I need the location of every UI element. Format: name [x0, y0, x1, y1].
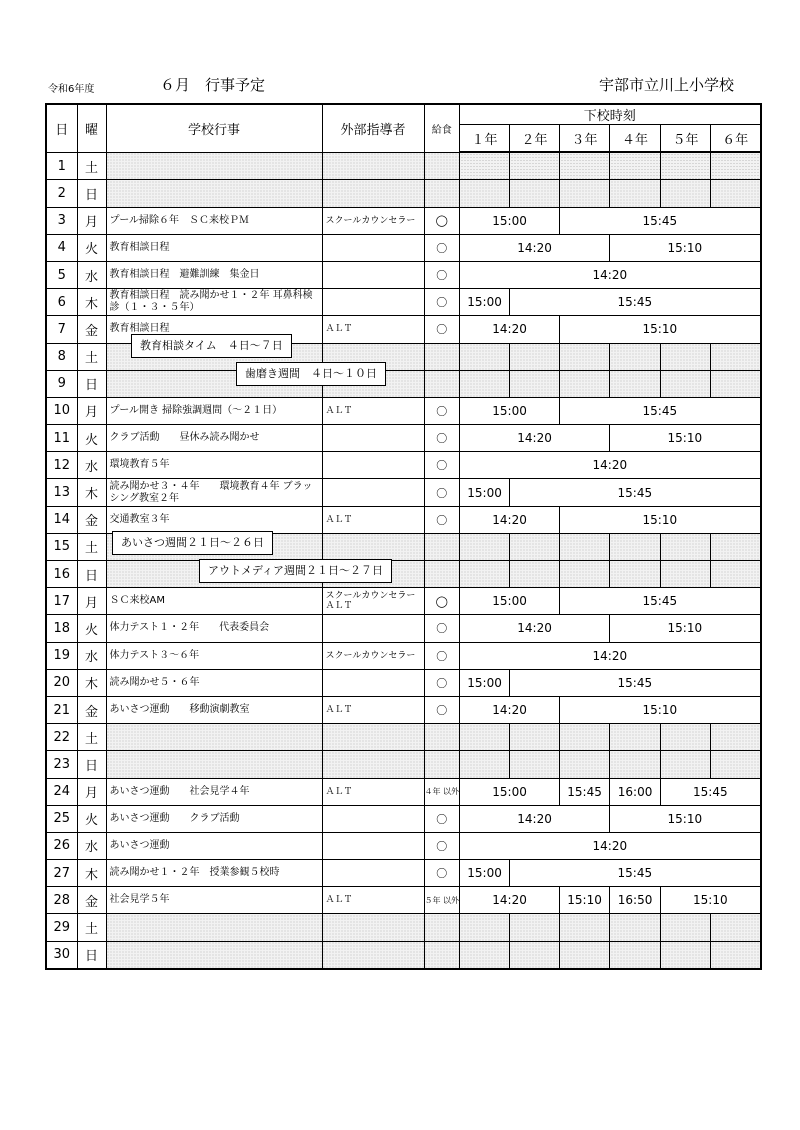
lunch-cell	[424, 180, 460, 207]
weekday: 金	[77, 316, 106, 343]
dismissal-time: 15:10	[560, 696, 761, 723]
table-row	[46, 751, 761, 778]
event-cell: 教育相談日程 避難訓練 集金日	[106, 261, 322, 288]
lunch-cell: 〇	[424, 425, 460, 452]
lunch-cell: ◯	[424, 207, 460, 234]
dismissal-cell	[711, 561, 761, 588]
dismissal-cell	[610, 370, 661, 397]
guide-cell: ＡＬＴ	[322, 397, 424, 424]
event-cell	[106, 724, 322, 751]
col-header-day: 日	[46, 104, 77, 152]
dismissal-cell	[661, 941, 711, 969]
guide-cell: ＡＬＴ	[322, 506, 424, 533]
guide-cell: ＡＬＴ	[322, 696, 424, 723]
guide-cell	[322, 452, 424, 479]
table-row	[46, 805, 761, 832]
dismissal-time: 15:10	[560, 316, 761, 343]
dismissal-time: 15:00	[460, 207, 560, 234]
event-cell: 交通教室３年	[106, 506, 322, 533]
day-number: 4	[46, 234, 77, 261]
weekday: 土	[77, 152, 106, 180]
dismissal-time: 15:10	[610, 425, 761, 452]
lunch-cell	[424, 533, 460, 560]
day-number: 11	[46, 425, 77, 452]
lunch-cell: 〇	[424, 479, 460, 506]
event-cell	[106, 941, 322, 969]
event-cell: あいさつ運動 移動演劇教室	[106, 696, 322, 723]
dismissal-cell	[460, 724, 510, 751]
dismissal-cell	[460, 180, 510, 207]
guide-cell	[322, 289, 424, 316]
day-number: 26	[46, 832, 77, 859]
event-cell: あいさつ運動 社会見学４年	[106, 778, 322, 805]
dismissal-cell	[711, 751, 761, 778]
event-cell	[106, 180, 322, 207]
dismissal-cell	[460, 751, 510, 778]
lunch-cell	[424, 561, 460, 588]
col-header-lunch: 給食	[424, 104, 460, 152]
day-number: 16	[46, 561, 77, 588]
event-cell: 環境教育５年	[106, 452, 322, 479]
lunch-cell	[424, 751, 460, 778]
dismissal-cell	[510, 152, 560, 180]
day-number: 12	[46, 452, 77, 479]
table-row	[46, 615, 761, 642]
banner-greeting-week: あいさつ週間２１日～２６日	[112, 531, 273, 555]
day-number: 9	[46, 370, 77, 397]
weekday: 木	[77, 860, 106, 887]
guide-cell	[322, 479, 424, 506]
day-number: 23	[46, 751, 77, 778]
dismissal-time: 15:45	[560, 207, 761, 234]
event-cell: 社会見学５年	[106, 887, 322, 914]
dismissal-time: 14:20	[460, 506, 560, 533]
lunch-cell: 〇	[424, 506, 460, 533]
dismissal-cell	[560, 941, 610, 969]
guide-cell	[322, 751, 424, 778]
dismissal-time: 15:45	[510, 479, 761, 506]
dismissal-cell	[711, 914, 761, 941]
day-number: 28	[46, 887, 77, 914]
day-number: 27	[46, 860, 77, 887]
dismissal-cell	[510, 751, 560, 778]
weekday: 日	[77, 561, 106, 588]
dismissal-cell	[711, 370, 761, 397]
dismissal-time: 15:45	[510, 669, 761, 696]
dismissal-cell	[610, 751, 661, 778]
event-cell: 読み聞かせ３・４年 環境教育４年 ブラッシング教室２年	[106, 479, 322, 506]
dismissal-cell	[661, 370, 711, 397]
dismissal-cell	[711, 343, 761, 370]
weekday: 金	[77, 887, 106, 914]
banner-tooth-brushing-week: 歯磨き週間 ４日～１０日	[236, 362, 386, 386]
dismissal-cell	[610, 724, 661, 751]
dismissal-cell	[510, 914, 560, 941]
dismissal-cell	[610, 533, 661, 560]
day-number: 22	[46, 724, 77, 751]
schedule-table-wrapper	[45, 103, 762, 970]
dismissal-time: 15:10	[610, 805, 761, 832]
table-row	[46, 289, 761, 316]
weekday: 土	[77, 724, 106, 751]
lunch-cell: ４年 以外	[424, 778, 460, 805]
dismissal-cell	[460, 533, 510, 560]
col-header-grade-6: ６年	[711, 125, 761, 153]
event-cell: 読み聞かせ１・２年 授業参観５校時	[106, 860, 322, 887]
dismissal-time: 14:20	[460, 887, 560, 914]
weekday: 月	[77, 588, 106, 615]
table-row	[46, 234, 761, 261]
dismissal-time: 14:20	[460, 832, 761, 859]
event-cell: あいさつ運動	[106, 832, 322, 859]
guide-cell	[322, 832, 424, 859]
event-cell: 体力テスト３～６年	[106, 642, 322, 669]
guide-cell: スクールカウンセラー	[322, 642, 424, 669]
col-header-grade-1: １年	[460, 125, 510, 153]
dismissal-cell	[711, 724, 761, 751]
dismissal-cell	[661, 343, 711, 370]
lunch-cell: 〇	[424, 642, 460, 669]
lunch-cell: 〇	[424, 832, 460, 859]
dismissal-time: 14:20	[460, 261, 761, 288]
table-row	[46, 180, 761, 207]
guide-cell	[322, 860, 424, 887]
dismissal-cell	[510, 561, 560, 588]
dismissal-cell	[661, 914, 711, 941]
dismissal-time: 14:20	[460, 615, 610, 642]
dismissal-time: 15:45	[560, 397, 761, 424]
dismissal-cell	[661, 561, 711, 588]
day-number: 21	[46, 696, 77, 723]
dismissal-time: 16:00	[610, 778, 661, 805]
lunch-cell: 〇	[424, 696, 460, 723]
weekday: 火	[77, 234, 106, 261]
table-row	[46, 207, 761, 234]
day-number: 7	[46, 316, 77, 343]
dismissal-cell	[510, 724, 560, 751]
table-row	[46, 642, 761, 669]
day-number: 20	[46, 669, 77, 696]
weekday: 日	[77, 941, 106, 969]
lunch-cell	[424, 914, 460, 941]
guide-cell	[322, 261, 424, 288]
dismissal-time: 15:00	[460, 860, 510, 887]
guide-cell: スクールカウンセラー ＡＬＴ	[322, 588, 424, 615]
dismissal-cell	[460, 343, 510, 370]
guide-cell: ＡＬＴ	[322, 887, 424, 914]
dismissal-time: 14:20	[460, 696, 560, 723]
dismissal-cell	[560, 343, 610, 370]
dismissal-cell	[661, 180, 711, 207]
event-cell: 体力テスト１・２年 代表委員会	[106, 615, 322, 642]
weekday: 日	[77, 180, 106, 207]
dismissal-time: 15:10	[661, 887, 761, 914]
lunch-cell: ◯	[424, 588, 460, 615]
weekday: 木	[77, 289, 106, 316]
dismissal-time: 15:10	[610, 615, 761, 642]
dismissal-cell	[510, 370, 560, 397]
dismissal-time: 15:45	[510, 289, 761, 316]
dismissal-cell	[560, 561, 610, 588]
guide-cell	[322, 180, 424, 207]
table-row	[46, 479, 761, 506]
dismissal-cell	[711, 533, 761, 560]
table-row	[46, 696, 761, 723]
event-cell: クラブ活動 昼休み読み聞かせ	[106, 425, 322, 452]
dismissal-time: 15:10	[560, 506, 761, 533]
table-row	[46, 425, 761, 452]
dismissal-time: 15:45	[661, 778, 761, 805]
day-number: 29	[46, 914, 77, 941]
dismissal-cell	[510, 533, 560, 560]
dismissal-time: 15:45	[510, 860, 761, 887]
table-row	[46, 914, 761, 941]
dismissal-cell	[610, 561, 661, 588]
weekday: 水	[77, 642, 106, 669]
dismissal-time: 14:20	[460, 805, 610, 832]
lunch-cell: 〇	[424, 615, 460, 642]
weekday: 金	[77, 696, 106, 723]
lunch-cell: ５年 以外	[424, 887, 460, 914]
weekday: 火	[77, 425, 106, 452]
dismissal-time: 15:10	[560, 887, 610, 914]
guide-cell	[322, 805, 424, 832]
weekday: 月	[77, 207, 106, 234]
col-header-guide: 外部指導者	[322, 104, 424, 152]
table-row	[46, 887, 761, 914]
guide-cell: ＡＬＴ	[322, 778, 424, 805]
school-name: 宇部市立川上小学校	[598, 76, 734, 94]
guide-cell	[322, 533, 424, 560]
dismissal-time: 16:50	[610, 887, 661, 914]
dismissal-cell	[560, 724, 610, 751]
dismissal-cell	[560, 152, 610, 180]
lunch-cell: 〇	[424, 316, 460, 343]
day-number: 15	[46, 533, 77, 560]
day-number: 19	[46, 642, 77, 669]
weekday: 土	[77, 533, 106, 560]
dismissal-cell	[560, 533, 610, 560]
day-number: 18	[46, 615, 77, 642]
dismissal-time: 15:00	[460, 588, 560, 615]
dismissal-cell	[510, 343, 560, 370]
dismissal-cell	[560, 180, 610, 207]
lunch-cell	[424, 941, 460, 969]
col-header-dismissal: 下校時刻	[460, 104, 761, 125]
event-cell	[106, 152, 322, 180]
weekday: 木	[77, 479, 106, 506]
dismissal-cell	[711, 941, 761, 969]
event-cell: プール開き 掃除強調週間（～２１日）	[106, 397, 322, 424]
weekday: 水	[77, 832, 106, 859]
guide-cell	[322, 615, 424, 642]
lunch-cell: 〇	[424, 289, 460, 316]
dismissal-cell	[610, 152, 661, 180]
table-row	[46, 152, 761, 180]
lunch-cell	[424, 343, 460, 370]
weekday: 火	[77, 615, 106, 642]
table-row	[46, 669, 761, 696]
day-number: 17	[46, 588, 77, 615]
lunch-cell	[424, 370, 460, 397]
weekday: 月	[77, 397, 106, 424]
table-row	[46, 370, 761, 397]
col-header-events: 学校行事	[106, 104, 322, 152]
dismissal-cell	[460, 941, 510, 969]
dismissal-cell	[510, 180, 560, 207]
day-number: 13	[46, 479, 77, 506]
event-cell: 教育相談日程	[106, 316, 322, 343]
table-row	[46, 832, 761, 859]
weekday: 木	[77, 669, 106, 696]
dismissal-cell	[661, 751, 711, 778]
guide-cell	[322, 152, 424, 180]
lunch-cell: 〇	[424, 669, 460, 696]
table-row	[46, 860, 761, 887]
event-cell: 教育相談日程	[106, 234, 322, 261]
lunch-cell	[424, 152, 460, 180]
banner-consultation-time: 教育相談タイム ４日～７日	[131, 334, 292, 358]
event-cell: 教育相談日程 読み聞かせ１・２年 耳鼻科検診（１・３・５年）	[106, 289, 322, 316]
dismissal-time: 15:00	[460, 669, 510, 696]
weekday: 火	[77, 805, 106, 832]
dismissal-cell	[460, 152, 510, 180]
dismissal-time: 15:00	[460, 778, 560, 805]
dismissal-cell	[610, 343, 661, 370]
dismissal-cell	[560, 751, 610, 778]
weekday: 日	[77, 370, 106, 397]
dismissal-time: 15:10	[610, 234, 761, 261]
table-row	[46, 452, 761, 479]
weekday: 土	[77, 914, 106, 941]
day-number: 10	[46, 397, 77, 424]
guide-cell	[322, 914, 424, 941]
event-cell: プール掃除６年 ＳＣ来校ＰＭ	[106, 207, 322, 234]
col-header-grade-2: ２年	[510, 125, 560, 153]
weekday: 土	[77, 343, 106, 370]
guide-cell	[322, 669, 424, 696]
dismissal-cell	[460, 370, 510, 397]
dismissal-time: 15:00	[460, 397, 560, 424]
weekday: 日	[77, 751, 106, 778]
dismissal-time: 14:20	[460, 316, 560, 343]
lunch-cell: 〇	[424, 860, 460, 887]
event-cell: ＳＣ来校AM	[106, 588, 322, 615]
guide-cell	[322, 234, 424, 261]
guide-cell: ＡＬＴ	[322, 316, 424, 343]
fiscal-year-label: 令和6年度	[48, 84, 95, 95]
day-number: 24	[46, 778, 77, 805]
table-row	[46, 941, 761, 969]
day-number: 25	[46, 805, 77, 832]
dismissal-cell	[560, 370, 610, 397]
dismissal-cell	[661, 724, 711, 751]
schedule-body	[46, 152, 761, 969]
table-row	[46, 261, 761, 288]
day-number: 30	[46, 941, 77, 969]
lunch-cell	[424, 724, 460, 751]
banner-out-media-week: アウトメディア週間２１日～２７日	[199, 559, 392, 583]
day-number: 6	[46, 289, 77, 316]
lunch-cell: 〇	[424, 452, 460, 479]
dismissal-cell	[661, 533, 711, 560]
day-number: 5	[46, 261, 77, 288]
guide-cell	[322, 724, 424, 751]
weekday: 水	[77, 452, 106, 479]
event-cell	[106, 751, 322, 778]
guide-cell	[322, 941, 424, 969]
dismissal-time: 15:45	[560, 588, 761, 615]
guide-cell: スクールカウンセラー	[322, 207, 424, 234]
day-number: 8	[46, 343, 77, 370]
weekday: 月	[77, 778, 106, 805]
dismissal-cell	[610, 941, 661, 969]
event-cell: 読み聞かせ５・６年	[106, 669, 322, 696]
lunch-cell: 〇	[424, 397, 460, 424]
dismissal-time: 15:00	[460, 479, 510, 506]
dismissal-time: 14:20	[460, 642, 761, 669]
col-header-weekday: 曜	[77, 104, 106, 152]
table-row	[46, 397, 761, 424]
table-row	[46, 561, 761, 588]
dismissal-cell	[711, 152, 761, 180]
dismissal-time: 15:00	[460, 289, 510, 316]
dismissal-cell	[610, 180, 661, 207]
lunch-cell: 〇	[424, 234, 460, 261]
dismissal-cell	[460, 914, 510, 941]
table-row	[46, 724, 761, 751]
dismissal-time: 15:45	[560, 778, 610, 805]
day-number: 3	[46, 207, 77, 234]
col-header-grade-5: ５年	[661, 125, 711, 153]
col-header-grade-4: ４年	[610, 125, 661, 153]
day-number: 2	[46, 180, 77, 207]
guide-cell	[322, 425, 424, 452]
dismissal-cell	[460, 561, 510, 588]
dismissal-time: 14:20	[460, 452, 761, 479]
dismissal-cell	[711, 180, 761, 207]
weekday: 金	[77, 506, 106, 533]
dismissal-cell	[560, 914, 610, 941]
lunch-cell: 〇	[424, 805, 460, 832]
dismissal-cell	[661, 152, 711, 180]
table-row	[46, 778, 761, 805]
event-cell	[106, 914, 322, 941]
weekday: 水	[77, 261, 106, 288]
lunch-cell: 〇	[424, 261, 460, 288]
dismissal-cell	[610, 914, 661, 941]
col-header-grade-3: ３年	[560, 125, 610, 153]
table-row	[46, 506, 761, 533]
day-number: 14	[46, 506, 77, 533]
page-title: ６月 行事予定	[160, 76, 266, 94]
day-number: 1	[46, 152, 77, 180]
event-cell: あいさつ運動 クラブ活動	[106, 805, 322, 832]
table-row	[46, 588, 761, 615]
dismissal-time: 14:20	[460, 234, 610, 261]
dismissal-cell	[510, 941, 560, 969]
dismissal-time: 14:20	[460, 425, 610, 452]
